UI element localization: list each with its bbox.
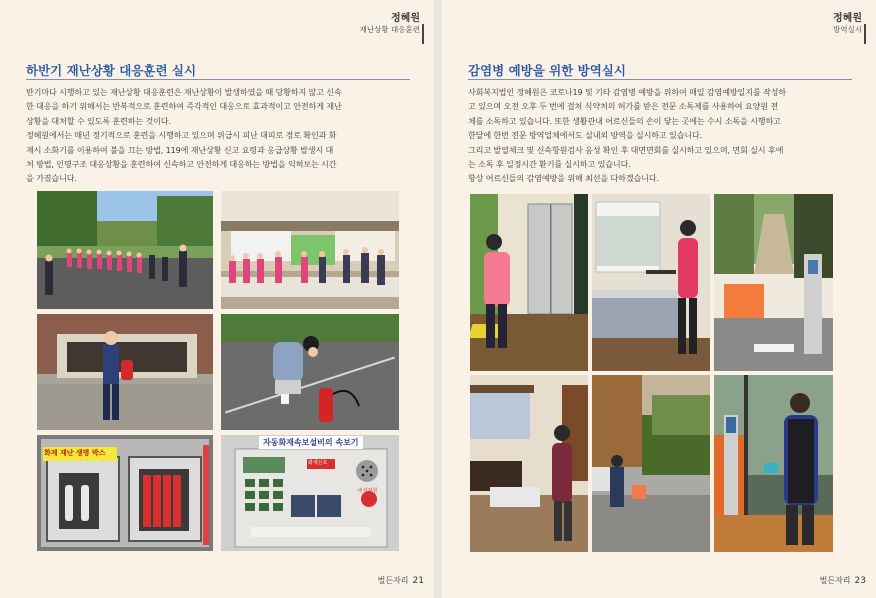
header-section: 재난상황 대응훈련 — [359, 25, 420, 34]
article-title: 감염병 예방을 위한 방역실시 — [468, 63, 626, 78]
photo-fire-alarm-panel — [221, 435, 399, 551]
photo-extinguisher-man — [37, 314, 213, 430]
article-body — [468, 85, 852, 186]
body-line: 한 대응을 하기 위해서는 반복적으로 훈련하여 즉각적인 대응으로 효과적이고 안전하게 재난 — [26, 101, 342, 112]
body-line: 는 소독 후 일정시간 환기를 실시하고 있습니다. — [468, 159, 631, 170]
folio-label: 벌든자리 — [819, 576, 851, 585]
body-line: 정혜원에서는 매년 정기적으로 훈련을 시행하고 있으며 위급시 피난 대피로 경로 확인과 화 — [26, 130, 337, 141]
folio — [820, 575, 866, 586]
photo-fire-box — [37, 435, 213, 551]
body-line: 반기마다 시행하고 있는 재난상황 대응훈련은 재난상황이 발생하였을 때 당황하지 않고 신속 — [26, 87, 342, 97]
photo-extinguisher-woman — [221, 314, 399, 430]
body-line: 상황을 대처할 수 있도록 훈련하는 것이다. — [26, 115, 171, 126]
photo-elevator-disinfection — [470, 194, 588, 371]
header-bar — [864, 24, 867, 44]
header — [360, 12, 420, 35]
folio-label: 벌든자리 — [377, 576, 409, 585]
folio — [378, 575, 424, 586]
page-number: 21 — [412, 576, 424, 586]
body-line: 고 있으며 오전 오후 두 번에 걸쳐 식약처의 허가를 받은 전문 소독제를 사용하여 요양원 전 — [468, 101, 778, 112]
body-line: 한달에 한번 전문 방역업체에서도 실내외 방역을 실시하고 있습니다. — [468, 130, 703, 141]
fire-box-label: 화재 재난 생명 박스 — [44, 449, 106, 457]
header-logo: 정혜원 — [833, 13, 862, 24]
title-rule — [468, 79, 852, 80]
photo-lobby-disinfection — [470, 375, 588, 552]
photo-outdoor-evacuation — [37, 191, 213, 309]
left-page — [0, 0, 434, 598]
photo-outdoor-spraying — [592, 375, 710, 552]
body-line: 사회복지법인 정혜원은 코로나19 및 기타 감염병 예방을 위하여 매일 감염예방일지를 작성하 — [468, 87, 786, 97]
page-number: 23 — [854, 576, 866, 586]
body-line: 재시 소화기를 이용하여 불을 끄는 방법, 119에 재난상황 신고 요령과 응급상황 발생시 대 — [26, 144, 334, 155]
panel-power-label: 비상전원 — [358, 488, 378, 494]
photo-bedroom-disinfection — [592, 194, 710, 371]
panel-title: 자동화재속보설비의 속보기 — [259, 436, 363, 449]
body-line: 처 방법, 인명구조 대응상황을 훈련하여 신속하고 안전하게 대응하는 방법을 익혀보는 시간 — [26, 159, 337, 170]
body-line: 체를 소독하고 있습니다. 또한 생활관내 어르신들의 손이 닿는 곳에는 수시 소독을 시행하고 — [468, 115, 781, 126]
header-section: 방역실시 — [833, 25, 862, 34]
header — [833, 12, 862, 35]
body-line: 그리고 발열체크 및 신속항원검사 음성 확인 후 대면면회를 실시하고 있으며, 면회 실시 후에 — [468, 144, 784, 155]
article-title: 하반기 재난상황 대응훈련 실시 — [26, 63, 197, 78]
photo-temperature-check — [714, 375, 833, 552]
header-logo: 정혜원 — [391, 13, 420, 24]
body-line: 항상 어르신들의 감염예방을 위해 최선을 다하겠습니다. — [468, 173, 659, 184]
article-body — [26, 85, 410, 186]
photo-indoor-evacuation — [221, 191, 399, 309]
body-line: 을 가졌습니다. — [26, 173, 77, 184]
panel-signal-label: 화재신호 — [308, 460, 328, 466]
header-bar — [422, 24, 425, 44]
title-rule — [26, 79, 410, 80]
photo-walkway-disinfection — [714, 194, 833, 371]
right-page — [442, 0, 876, 598]
